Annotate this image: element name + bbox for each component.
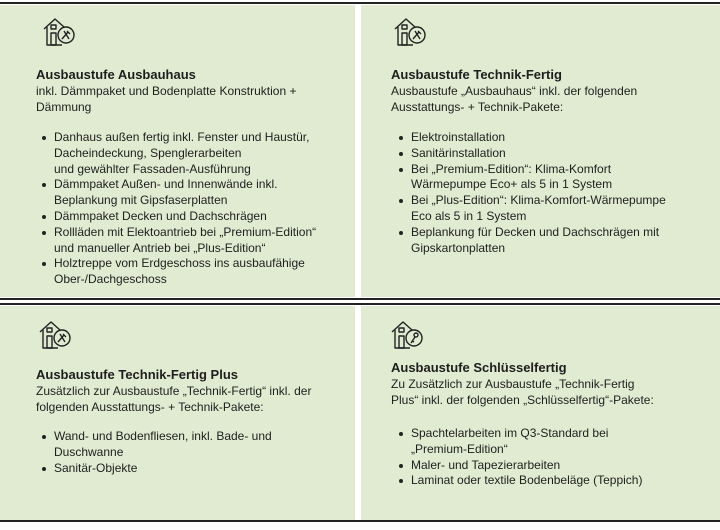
feature-list	[397, 130, 666, 256]
house-tools-icon	[38, 318, 72, 350]
card-title: Ausbaustufe Ausbauhaus	[36, 67, 196, 82]
card-title: Ausbaustufe Technik-Fertig	[391, 67, 562, 82]
card-description: Ausbaustufe „Ausbauhaus“ inkl. der folgenden Ausstattungs- + Technik-Pakete:	[391, 84, 638, 114]
card-description: Zu Zusätzlich zur Ausbaustufe „Technik-Fertig Plus“ inkl. der folgenden „Schlüsselfertig“-Pakete:	[391, 377, 654, 407]
top-border	[0, 2, 720, 4]
house-tools-icon	[393, 15, 427, 47]
list-item: Bei „Plus-Edition“: Klima-Komfort-Wärmepumpe Eco als 5 in 1 System	[397, 193, 666, 225]
card-ausbauhaus	[0, 5, 355, 297]
card-title: Ausbaustufe Schlüsselfertig	[391, 360, 567, 375]
list-item: Dämmpaket Außen- und Innenwände inkl. Beplankung mit Gipsfaserplatten	[40, 177, 316, 209]
list-item: Sanitärinstallation	[397, 146, 666, 162]
list-item: Holztreppe vom Erdgeschoss ins ausbaufähige Ober-/Dachgeschoss	[40, 256, 316, 288]
house-tools-icon	[42, 15, 76, 47]
middle-divider-line-top	[0, 298, 720, 300]
list-item: Dämmpaket Decken und Dachschrägen	[40, 209, 316, 225]
list-item: Maler- und Tapezierarbeiten	[397, 458, 642, 474]
list-item: Sanitär-Objekte	[40, 461, 272, 477]
list-item: Laminat oder textile Bodenbeläge (Teppich)	[397, 473, 642, 489]
list-item: Rollläden mit Elektoantrieb bei „Premium-Edition“ und manueller Antrieb bei „Plus-Edition“	[40, 225, 316, 257]
bottom-border	[0, 520, 720, 522]
card-title: Ausbaustufe Technik-Fertig Plus	[36, 367, 239, 382]
feature-list	[40, 429, 272, 476]
card-technik-fertig	[361, 5, 720, 297]
list-item: Wand- und Bodenfliesen, inkl. Bade- und Duschwanne	[40, 429, 272, 461]
card-description: Zusätzlich zur Ausbaustufe „Technik-Fertig“ inkl. der folgenden Ausstattungs- + Technik-Pakete:	[36, 384, 312, 414]
feature-list	[397, 426, 642, 489]
list-item: Bei „Premium-Edition“: Klima-Komfort Wärmepumpe Eco+ als 5 in 1 System	[397, 162, 666, 194]
card-schluesselfertig	[361, 306, 720, 520]
list-item: Elektroinstallation	[397, 130, 666, 146]
feature-list	[40, 130, 316, 288]
house-key-icon	[390, 318, 424, 350]
card-technik-fertig-plus	[0, 306, 355, 520]
card-description: inkl. Dämmpaket und Bodenplatte Konstruktion + Dämmung	[36, 84, 297, 114]
middle-divider-line-bottom	[0, 303, 720, 305]
list-item: Danhaus außen fertig inkl. Fenster und Haustür, Dacheindeckung, Spenglerarbeiten und gewählter Fassaden-Ausführung	[40, 130, 316, 177]
list-item: Spachtelarbeiten im Q3-Standard bei „Premium-Edition“	[397, 426, 642, 458]
list-item: Beplankung für Decken und Dachschrägen mit Gipskartonplatten	[397, 225, 666, 257]
